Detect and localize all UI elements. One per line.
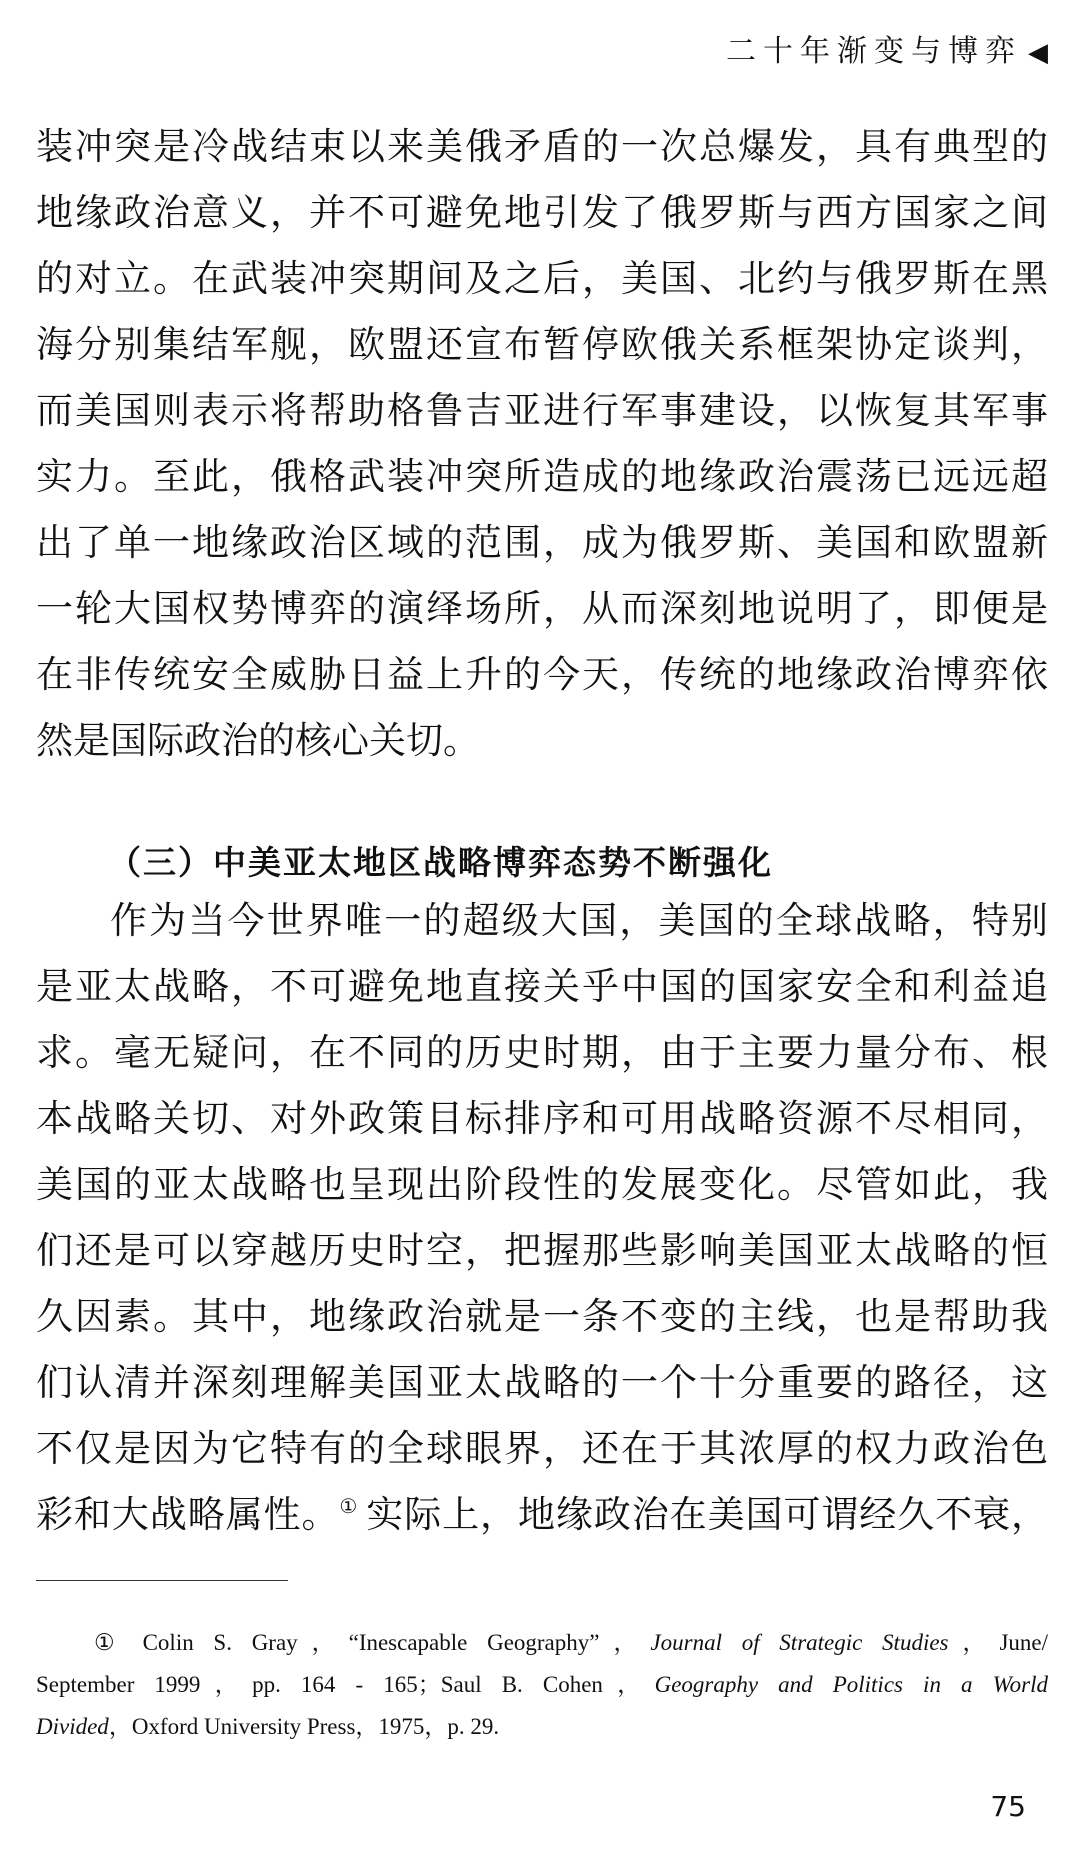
footnote-author: Colin S. Gray， xyxy=(142,1630,349,1655)
text-line: 美国的亚太战略也呈现出阶段性的发展变化。尽管如此，我 xyxy=(36,1163,1048,1206)
footnote-date: ，June/ xyxy=(948,1630,1048,1655)
footnote-line xyxy=(36,1706,1048,1748)
footnote xyxy=(36,1622,1048,1748)
footnote-article: “Inescapable Geography”， xyxy=(348,1630,651,1655)
text-line: 而美国则表示将帮助格鲁吉亚进行军事建设，以恢复其军事 xyxy=(36,389,1048,432)
text-line: 们认清并深刻理解美国亚太战略的一个十分重要的路径，这 xyxy=(36,1361,1048,1404)
text-line: 是亚太战略，不可避免地直接关乎中国的国家安全和利益追 xyxy=(36,965,1048,1008)
page-number: 75 xyxy=(990,1790,1026,1823)
text-line: 的对立。在武装冲突期间及之后，美国、北约与俄罗斯在黑 xyxy=(36,257,1048,300)
text-line: 然是国际政治的核心关切。 xyxy=(36,719,480,762)
footnote-book-title: Divided xyxy=(36,1714,109,1739)
footnote-text: September 1999，pp. 164 - 165；Saul B. Cohen， xyxy=(36,1672,655,1697)
running-header xyxy=(726,30,1048,75)
continued-paragraph xyxy=(36,114,1048,774)
section-heading: （三）中美亚太地区战略博弈态势不断强化 xyxy=(108,843,773,882)
footnote-line xyxy=(36,1622,1048,1664)
text-fragment: 实际上，地缘政治在美国可谓经久不衰， xyxy=(366,1493,1048,1536)
text-fragment: 彩和大战略属性。 xyxy=(36,1493,340,1536)
footnote-divider xyxy=(36,1580,288,1581)
footnote-book-title: Geography and Politics in a World xyxy=(654,1672,1048,1697)
text-line: 海分别集结军舰，欧盟还宣布暂停欧俄关系框架协定谈判， xyxy=(36,323,1048,366)
footnote-reference[interactable]: ① xyxy=(339,1494,359,1518)
text-line: 装冲突是冷战结束以来美俄矛盾的一次总爆发，具有典型的 xyxy=(36,125,1048,168)
footnote-marker: ① xyxy=(94,1630,129,1655)
text-line: 一轮大国权势博弈的演绎场所，从而深刻地说明了，即便是 xyxy=(36,587,1048,630)
text-line: 本战略关切、对外政策目标排序和可用战略资源不尽相同， xyxy=(36,1097,1048,1140)
text-line: 在非传统安全威胁日益上升的今天，传统的地缘政治博弈依 xyxy=(36,653,1048,696)
running-title: 二十年渐变与博弈 xyxy=(726,34,1022,69)
text-line: 出了单一地缘政治区域的范围，成为俄罗斯、美国和欧盟新 xyxy=(36,521,1048,564)
text-line: 作为当今世界唯一的超级大国，美国的全球战略，特别 xyxy=(110,899,1048,942)
text-line: 地缘政治意义，并不可避免地引发了俄罗斯与西方国家之间 xyxy=(36,191,1048,234)
footnote-line xyxy=(36,1664,1048,1706)
footnote-text: ，Oxford University Press，1975，p. 29. xyxy=(108,1714,500,1739)
text-line: 求。毫无疑问，在不同的历史时期，由于主要力量分布、根 xyxy=(36,1031,1048,1074)
triangle-left-icon: ◀ xyxy=(1028,38,1048,68)
footnote-journal: Journal of Strategic Studies xyxy=(650,1630,949,1655)
text-line: 实力。至此，俄格武装冲突所造成的地缘政治震荡已远远超 xyxy=(36,455,1048,498)
section-paragraph xyxy=(36,888,1048,1548)
text-line: 不仅是因为它特有的全球眼界，还在于其浓厚的权力政治色 xyxy=(36,1427,1048,1470)
text-line: 久因素。其中，地缘政治就是一条不变的主线，也是帮助我 xyxy=(36,1295,1048,1338)
text-line xyxy=(36,1482,1048,1548)
text-line: 们还是可以穿越历史时空，把握那些影响美国亚太战略的恒 xyxy=(36,1229,1048,1272)
